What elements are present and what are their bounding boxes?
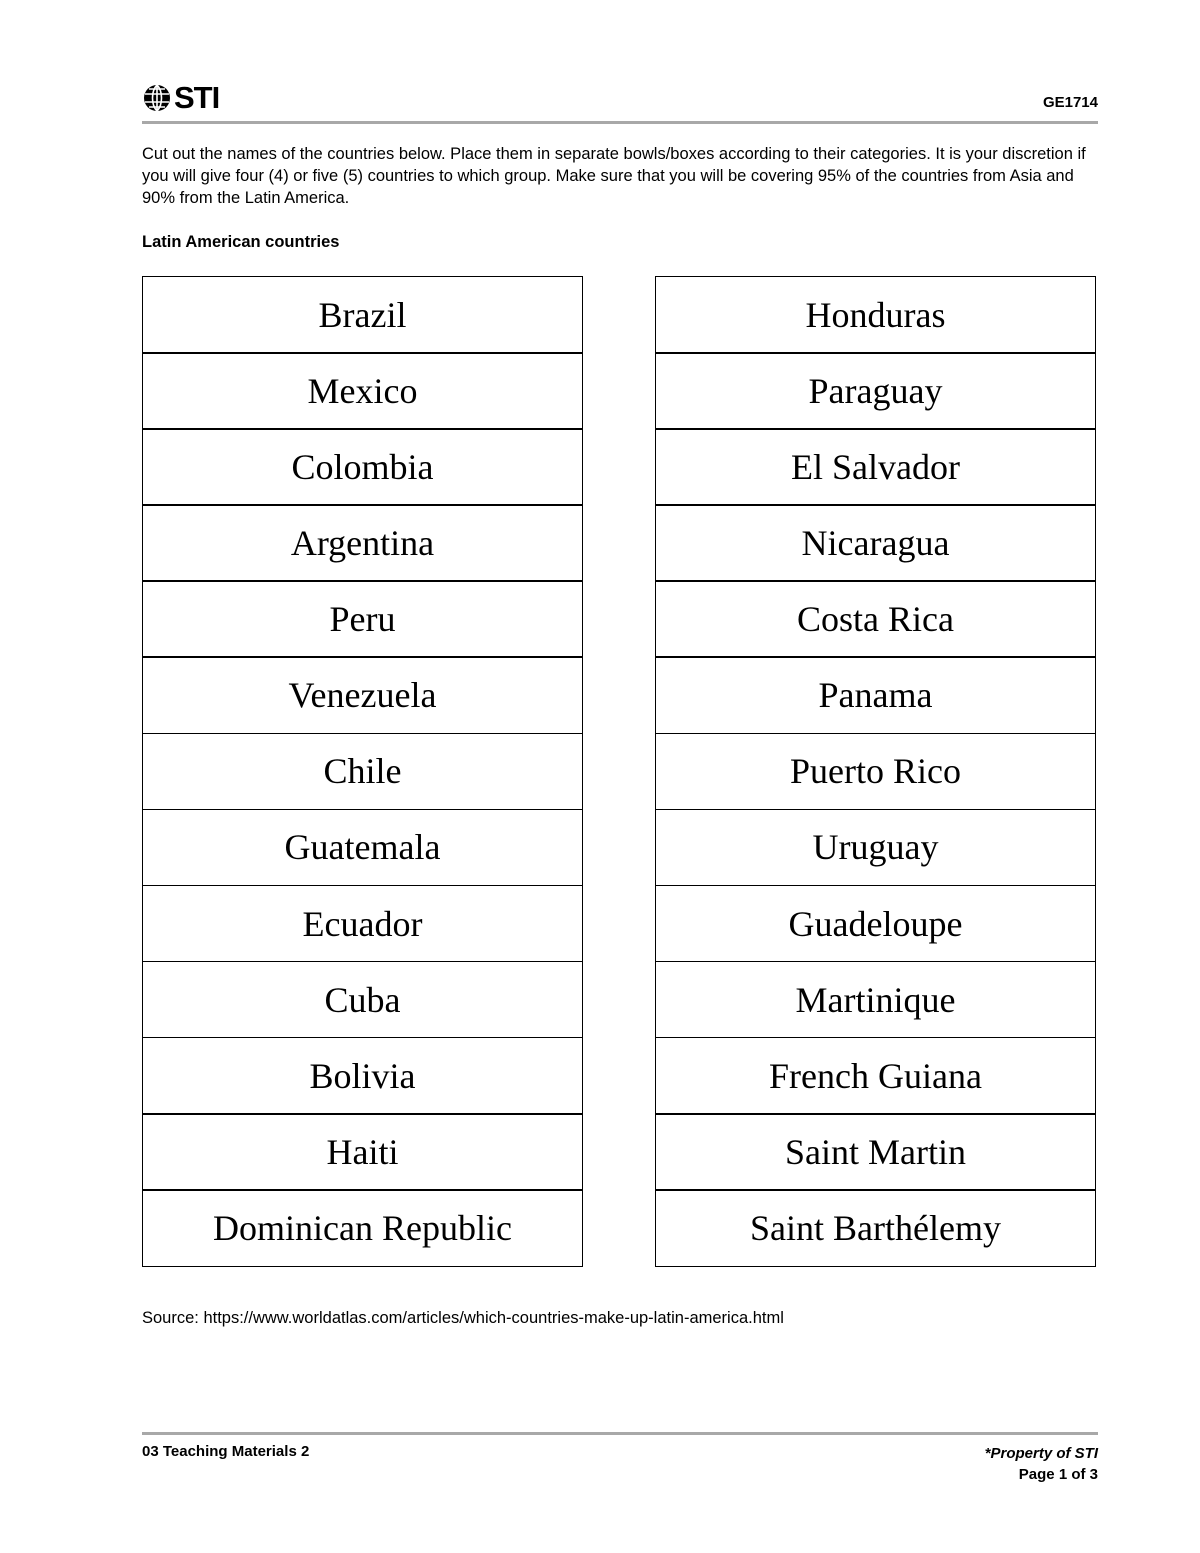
header-divider <box>142 121 1098 124</box>
footer-course-label: 03 Teaching Materials 2 <box>142 1443 310 1460</box>
country-cell: French Guiana <box>655 1037 1096 1115</box>
country-cell: Ecuador <box>142 885 583 963</box>
source-citation: Source: https://www.worldatlas.com/articles/which-countries-make-up-latin-america.html <box>142 1309 784 1327</box>
course-code: GE1714 <box>1042 94 1098 111</box>
country-cell: El Salvador <box>655 428 1096 506</box>
country-cell: Argentina <box>142 504 583 582</box>
country-cell: Martinique <box>655 961 1096 1039</box>
country-cell: Honduras <box>655 276 1096 354</box>
country-cell: Peru <box>142 580 583 658</box>
country-cell: Bolivia <box>142 1037 583 1115</box>
globe-icon <box>142 83 172 113</box>
country-cell: Colombia <box>142 428 583 506</box>
country-cell: Costa Rica <box>655 580 1096 658</box>
country-cell: Cuba <box>142 961 583 1039</box>
country-cell: Guatemala <box>142 809 583 887</box>
country-cell: Uruguay <box>655 809 1096 887</box>
logo-text: STI <box>174 80 220 115</box>
country-cell: Saint Martin <box>655 1113 1096 1191</box>
footer-right-block <box>985 1443 1098 1485</box>
country-cell: Haiti <box>142 1113 583 1191</box>
section-title: Latin American countries <box>142 233 340 251</box>
country-cell: Venezuela <box>142 656 583 734</box>
country-cell: Puerto Rico <box>655 733 1096 811</box>
instructions-text: Cut out the names of the countries below. Place them in separate bowls/boxes according to their categories. It is your discretion if you will give four (4) or five (5) countries to which group. Make sure that you will be covering 95% of the countries from Asia and 90% from the Latin America. <box>142 145 1086 207</box>
country-cell: Guadeloupe <box>655 885 1096 963</box>
countries-column-left <box>142 276 583 1267</box>
country-cell: Saint Barthélemy <box>655 1189 1096 1267</box>
footer-divider <box>142 1432 1098 1435</box>
sti-logo <box>142 82 219 114</box>
property-notice: *Property of STI <box>984 1445 1098 1462</box>
page-header <box>142 78 1098 122</box>
country-cell: Dominican Republic <box>142 1189 583 1267</box>
countries-column-right <box>655 276 1096 1267</box>
page-number: Page 1 of 3 <box>1018 1466 1098 1483</box>
country-cell: Nicaragua <box>655 504 1096 582</box>
country-cell: Paraguay <box>655 352 1096 430</box>
country-cell: Mexico <box>142 352 583 430</box>
country-cell: Panama <box>655 656 1096 734</box>
country-cell: Chile <box>142 733 583 811</box>
country-cell: Brazil <box>142 276 583 354</box>
